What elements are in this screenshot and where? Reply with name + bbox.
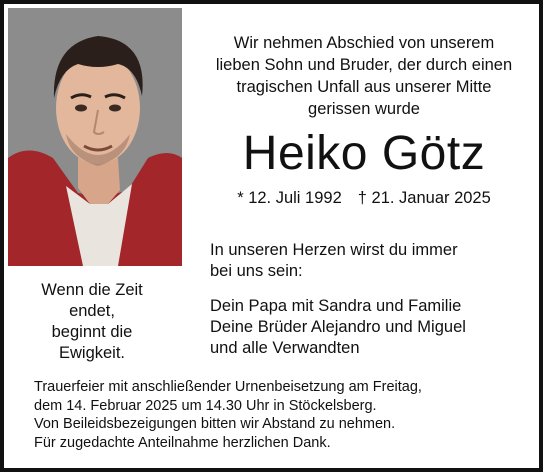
life-dates (204, 187, 524, 209)
intro-line: tragischen Unfall aus unserer Mitte (236, 78, 492, 96)
notice-line: dem 14. Februar 2025 um 14.30 Uhr in Stöckelsberg. (34, 397, 377, 414)
notice-line: Für zugedachte Anteilnahme herzlichen Dank. (34, 434, 331, 451)
quote-line: beginnt die (51, 323, 133, 341)
intro-line: gerissen wurde (308, 100, 420, 118)
remembrance-text (210, 240, 530, 282)
memorial-quote (22, 280, 162, 364)
mourner-line: Deine Brüder Alejandro und Miguel (210, 318, 466, 336)
quote-line: Wenn die Zeit (41, 281, 143, 299)
intro-line: Wir nehmen Abschied von unserem (233, 34, 495, 52)
quote-line: endet, (69, 302, 115, 320)
remembrance-line: bei uns sein: (210, 262, 303, 280)
service-notice (34, 378, 514, 452)
notice-line: Von Beileidsbezeigungen bitten wir Abstand zu nehmen. (34, 416, 396, 432)
deceased-name: Heiko Götz (242, 127, 486, 180)
intro-text (204, 32, 524, 120)
birth-date: * 12. Juli 1992 (237, 189, 342, 207)
remembrance-line: In unseren Herzen wirst du immer (210, 241, 458, 259)
portrait-photo (8, 8, 182, 266)
quote-line: Ewigkeit. (58, 344, 126, 362)
mourner-line: und alle Verwandten (210, 339, 360, 357)
death-date: † 21. Januar 2025 (357, 189, 491, 207)
notice-line: Trauerfeier mit anschließender Urnenbeisetzung am Freitag, (34, 379, 422, 395)
intro-line: lieben Sohn und Bruder, der durch einen (215, 56, 513, 74)
mourner-line: Dein Papa mit Sandra und Familie (210, 297, 462, 315)
mourners-list (210, 296, 530, 359)
